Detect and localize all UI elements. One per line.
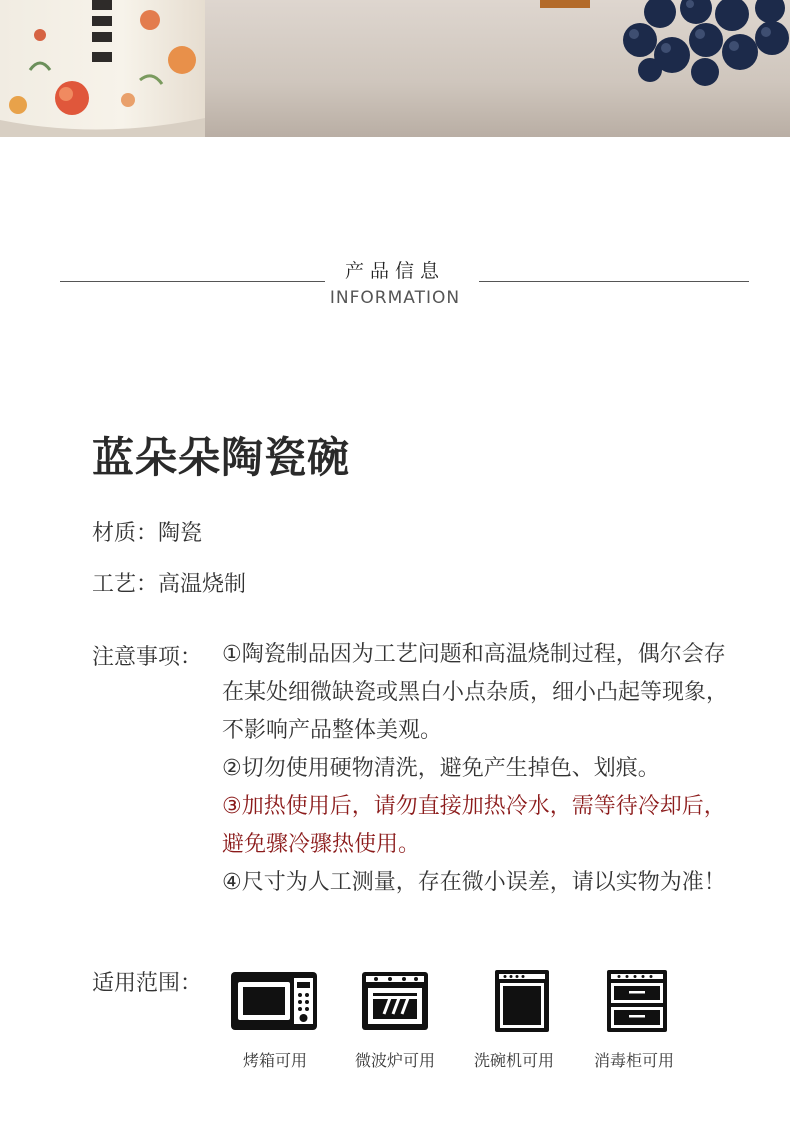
material-value: 陶瓷 [158,521,203,546]
microwave-icon [230,970,320,1032]
hero-photo [0,0,790,137]
appliance-oven-toaster [220,970,330,1071]
scope-label: 适用范围： [92,971,203,996]
section-subtitle: INFORMATION [329,288,461,308]
sterilizer-cabinet-icon [589,970,679,1032]
note-item: ②切勿使用硬物清洗，避免产生掉色、划痕。 [222,756,660,781]
note-item: ④尺寸为人工测量，存在微小误差，请以实物为准！ [222,870,726,895]
appliance-caption: 微波炉可用 [354,1051,435,1070]
appliance-caption: 烤箱可用 [242,1051,307,1070]
section-title: 产品信息 [344,260,445,282]
material-label: 材质： [92,521,159,546]
oven-icon [350,970,440,1032]
note-item-highlight: ③加热使用后，请勿直接加热冷水，需等待冷却后，避免骤冷骤热使用。 [222,794,726,857]
craft-row [92,567,246,598]
appliance-sterilizer [579,970,689,1071]
product-title: 蓝朵朵陶瓷碗 [92,433,351,482]
dishwasher-icon [469,970,559,1032]
craft-value: 高温烧制 [158,572,247,597]
appliance-caption: 洗碗机可用 [473,1051,554,1070]
material-row [92,516,202,547]
notes-label: 注意事项： [92,645,203,670]
appliance-dishwasher [459,970,569,1071]
appliance-microwave [340,970,450,1071]
appliance-caption: 消毒柜可用 [593,1051,674,1070]
craft-label: 工艺： [92,572,159,597]
section-heading [0,252,790,312]
hero-photo-illustration [0,0,790,137]
note-item: ①陶瓷制品因为工艺问题和高温烧制过程，偶尔会存在某处细微缺瓷或黑白小点杂质，细小凸起等现象，不影响产品整体美观。 [222,642,729,743]
